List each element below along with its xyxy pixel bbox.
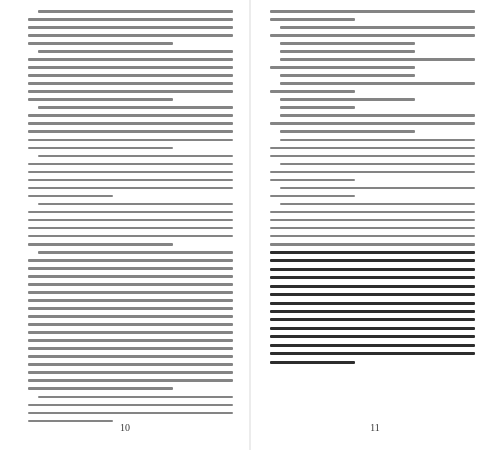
text-line [270,227,475,230]
text-line-bold [270,276,475,279]
text-line [28,404,233,407]
text-line [280,98,415,101]
text-line [28,130,233,133]
text-line-bold [270,335,475,338]
text-line [28,195,113,198]
text-line [38,106,233,109]
text-line [280,163,475,166]
page-number-left: 10 [120,423,130,434]
text-line [270,10,475,13]
text-line [28,347,233,350]
text-line [270,179,355,182]
text-line [270,34,475,37]
text-line [38,155,233,158]
text-line [28,275,233,278]
text-line [28,114,233,117]
text-line [28,299,233,302]
text-line [280,203,475,206]
text-line [28,74,233,77]
text-line [280,187,475,190]
text-line [28,379,233,382]
text-line [28,387,173,390]
text-line [280,82,475,85]
text-line [28,66,233,69]
text-line [280,130,415,133]
text-line [28,147,173,150]
text-line [270,171,475,174]
text-line-bold [270,327,475,330]
text-line-bold [270,310,475,313]
text-line [280,74,415,77]
text-line [280,58,475,61]
text-line [38,203,233,206]
text-line [28,291,233,294]
text-line [280,114,475,117]
page-number-right: 11 [370,423,380,434]
text-line-bold [270,268,475,271]
text-line [38,50,233,53]
text-line [28,58,233,61]
text-line [28,323,233,326]
text-line [28,122,233,125]
text-line [270,219,475,222]
text-line [38,251,233,254]
text-line [280,139,475,142]
text-line [28,163,233,166]
text-line [28,339,233,342]
right-page [250,0,500,450]
text-line [28,139,233,142]
text-line-bold [270,293,475,296]
text-line [28,98,173,101]
text-line [280,106,355,109]
text-line-bold [270,251,475,254]
text-line [270,155,475,158]
text-line [28,18,233,21]
text-line [28,283,233,286]
text-line-bold [270,344,475,347]
text-line [38,396,233,399]
text-line-bold [270,318,475,321]
text-line [28,82,233,85]
text-line [28,179,233,182]
text-line [28,219,233,222]
text-line [28,315,233,318]
text-line [28,171,233,174]
text-line [280,50,415,53]
text-line [270,195,355,198]
text-line-bold [270,285,475,288]
text-line [28,267,233,270]
text-line [28,243,173,246]
text-line [28,420,113,423]
text-line [28,42,173,45]
right-page-text [270,10,475,369]
text-line [28,26,233,29]
text-line [28,371,233,374]
text-line [28,211,233,214]
text-line [270,122,475,125]
text-line-bold [270,259,475,262]
text-line [270,18,355,21]
text-line [270,235,475,238]
text-line [270,211,475,214]
text-line [28,235,233,238]
text-line [28,307,233,310]
text-line [28,34,233,37]
text-line [270,147,475,150]
text-line [280,26,475,29]
text-line [270,90,355,93]
text-line-bold [270,361,355,364]
text-line [28,187,233,190]
text-line [28,227,233,230]
text-line [28,90,233,93]
text-line [270,243,475,246]
text-line-bold [270,352,475,355]
text-line [28,331,233,334]
text-line [38,10,233,13]
text-line [280,42,415,45]
text-line [28,363,233,366]
text-line [28,412,233,415]
left-page-text [28,10,233,428]
text-line [270,66,415,69]
text-line [28,259,233,262]
text-line-bold [270,302,475,305]
text-line [28,355,233,358]
